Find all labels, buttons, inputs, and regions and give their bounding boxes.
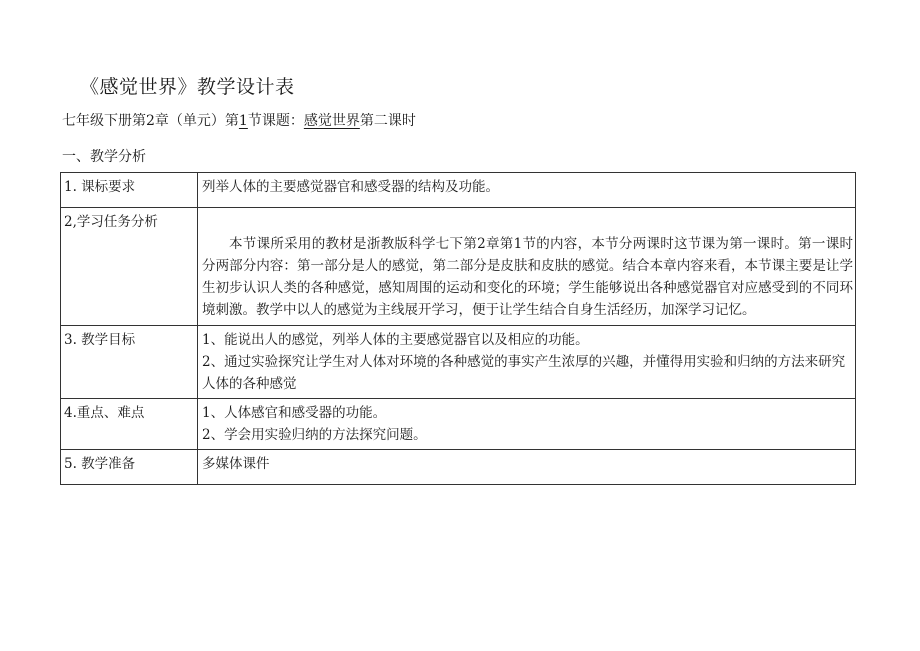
content-line: 1、能说出人的感觉，列举人体的主要感觉器官以及相应的功能。 [202, 332, 589, 348]
row-label: 4.重点、难点 [61, 399, 198, 450]
lesson-info-line [62, 110, 416, 130]
row-content [198, 399, 856, 450]
section-heading: 一、教学分析 [62, 149, 146, 165]
lesson-period: 第二课时 [359, 113, 416, 129]
table-row [61, 208, 856, 326]
row-content [198, 450, 856, 485]
row-label: 5. 教学准备 [61, 450, 198, 485]
content-line: 2、通过实验探究让学生对人体对环境的各种感觉的事实产生浓厚的兴趣，并懂得用实验和归纳的方法来研究人体的各种感觉 [202, 354, 846, 392]
table-row [61, 450, 856, 485]
content-line: 2、学会用实验归纳的方法探究问题。 [202, 427, 427, 443]
content-line: 1、人体感官和感受器的功能。 [202, 405, 387, 421]
teaching-analysis-table [60, 172, 856, 485]
table-row [61, 399, 856, 450]
content-line: 列举人体的主要感觉器官和感受器的结构及功能。 [202, 179, 499, 195]
document-title: 《感觉世界》教学设计表 [80, 76, 295, 98]
row-content [198, 208, 856, 326]
row-content [198, 326, 856, 399]
table-row [61, 173, 856, 208]
task-analysis-paragraph: 本节课所采用的教材是浙教版科学七下第2章第1节的内容，本节分两课时这节课为第一课时。第一课时分两部分内容：第一部分是人的感觉，第二部分是皮肤和皮肤的感觉。结合本章内容来看，本节课主要是让学生初步认识人类的各种感觉，感知周围的运动和变化的环境；学生能够说出各种感觉器官对应感受到的不同环境刺激。教学中以人的感觉为主线展开学习，便于让学生结合自身生活经历，加深学习记忆。 [202, 236, 853, 318]
section-number: 1 [238, 113, 248, 129]
row-content [198, 173, 856, 208]
table-row [61, 326, 856, 399]
grade-prefix: 七年级下册第 [62, 113, 146, 129]
lesson-topic: 感觉世界 [303, 113, 360, 129]
row-label: 3. 教学目标 [61, 326, 198, 399]
chapter-text: 章（单元）第 [154, 113, 239, 129]
content-line: 多媒体课件 [202, 456, 270, 472]
row-label: 1. 课标要求 [61, 173, 198, 208]
row-label: 2,学习任务分析 [61, 208, 198, 326]
section-text: 节课题： [247, 113, 304, 129]
chapter-number: 2 [146, 113, 155, 129]
